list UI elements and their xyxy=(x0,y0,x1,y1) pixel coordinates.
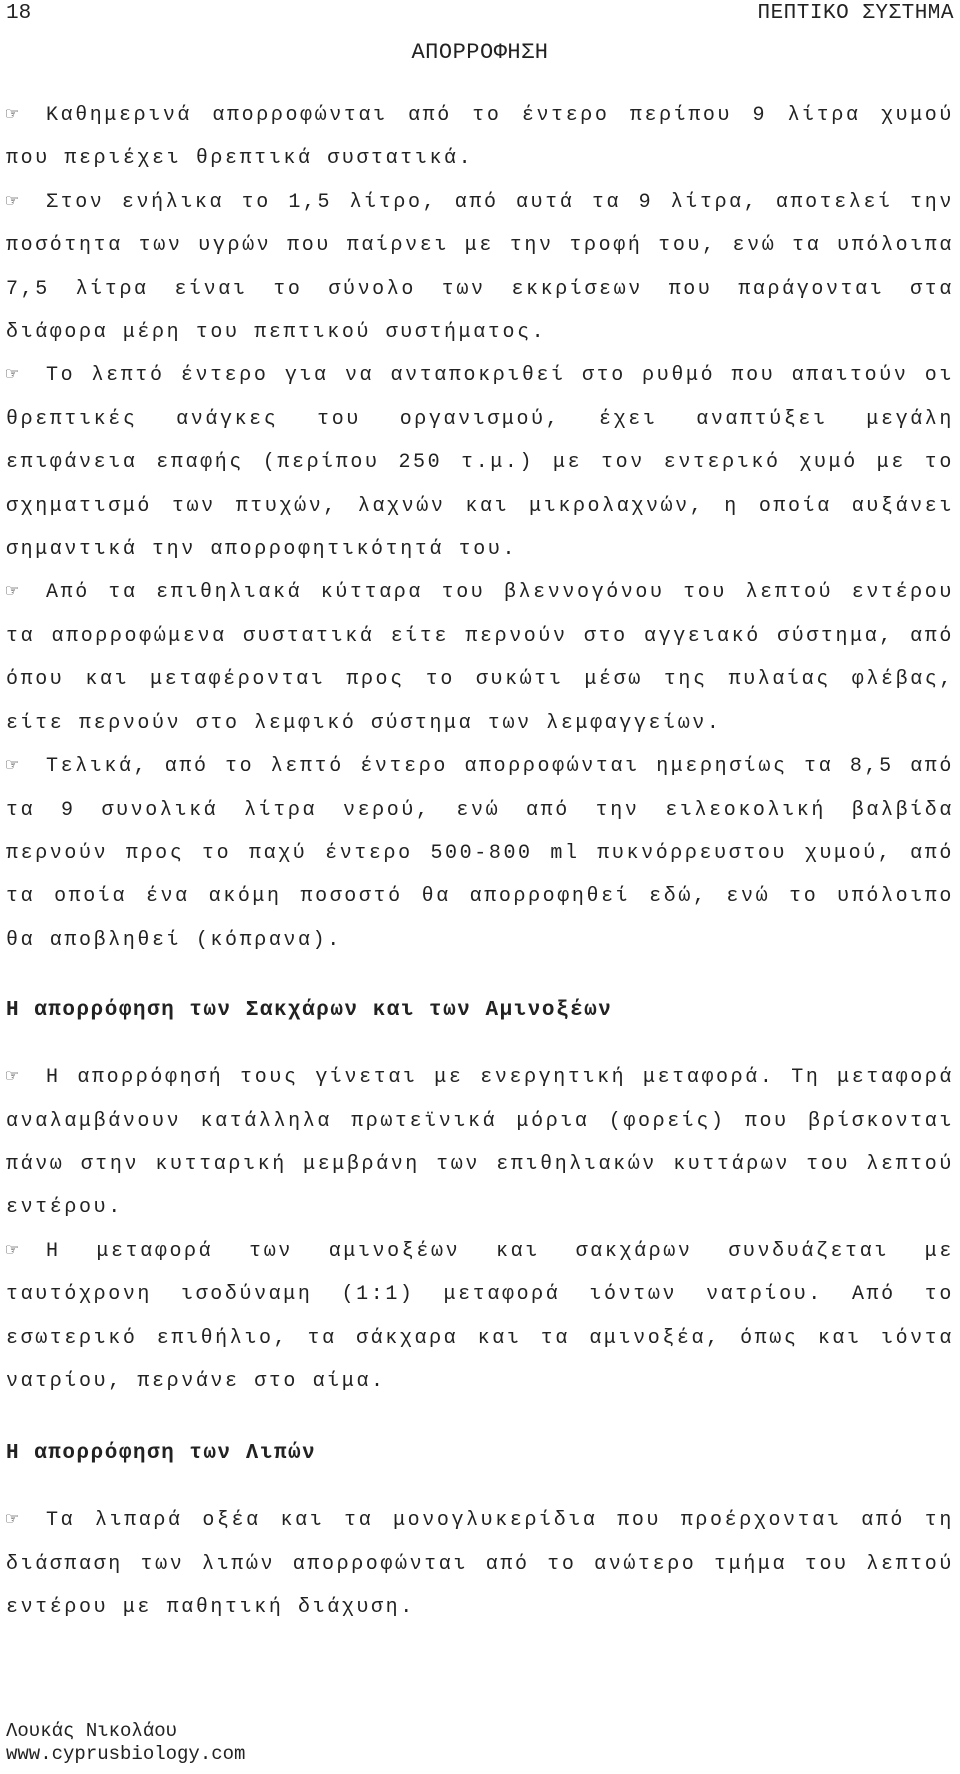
pointing-hand-icon: ☞ xyxy=(6,581,19,605)
paragraph: ☞ Η απορρόφησή τους γίνεται με ενεργητική μεταφορά. Τη μεταφορά αναλαμβάνουν κατάλληλα πρωτεϊνικά μόρια (φορείς) που βρίσκονται πάνω στην κυτταρική μεμβράνη των επιθηλιακών κυττάρων του λεπτού εντέρου. xyxy=(6,1056,954,1230)
running-title: ΠΕΠΤΙΚΟ ΣΥΣΤΗΜΑ xyxy=(757,2,954,25)
paragraph: ☞ Καθημερινά απορροφώνται από το έντερο περίπου 9 λίτρα χυμού που περιέχει θρεπτικά συστατικά. xyxy=(6,94,954,181)
paragraph: ☞ Το λεπτό έντερο για να ανταποκριθεί στο ρυθμό που απαιτούν οι θρεπτικές ανάγκες του οργανισμού, έχει αναπτύξει μεγάλη επιφάνεια επαφής (περίπου 250 τ.μ.) με τον εντερικό χυμό με το σχηματισμό των πτυχών, λαχνών και μικρολαχνών, η οποία αυξάνει σημαντικά την απορροφητικότητά του. xyxy=(6,354,954,571)
pointing-hand-icon: ☞ xyxy=(6,364,19,388)
paragraph: ☞ Τα λιπαρά οξέα και τα μονογλυκερίδια που προέρχονται από τη διάσπαση των λιπών απορροφώνται από το ανώτερο τμήμα του λεπτού εντέρου με παθητική διάχυση. xyxy=(6,1499,954,1629)
page-number: 18 xyxy=(6,2,32,25)
document-body xyxy=(6,94,954,1630)
paragraph: ☞ Από τα επιθηλιακά κύτταρα του βλεννογόνου του λεπτού εντέρου τα απορροφώμενα συστατικά είτε περνούν στο αγγειακό σύστημα, από όπου και μεταφέρονται προς το συκώτι μέσω της πυλαίας φλέβας, είτε περνούν στο λεμφικό σύστημα των λεμφαγγείων. xyxy=(6,571,954,745)
section-title: ΑΠΟΡΡΟΦΗΣΗ xyxy=(411,40,549,65)
pointing-hand-icon: ☞ xyxy=(6,755,19,779)
footer-author: Λουκάς Νικολάου xyxy=(6,1720,178,1742)
pointing-hand-icon: ☞ xyxy=(6,1239,19,1263)
paragraph: ☞ Τελικά, από το λεπτό έντερο απορροφώνται ημερησίως τα 8,5 από τα 9 συνολικά λίτρα νερού, ενώ από την ειλεοκολική βαλβίδα περνούν προς το παχύ έντερο 500-800 ml πυκνόρρευστου χυμού, από τα οποία ένα ακόμη ποσοστό θα απορροφηθεί εδώ, ενώ το υπόλοιπο θα αποβληθεί (κόπρανα). xyxy=(6,745,954,962)
subheading-sugars-amino-acids: Η απορρόφηση των Σακχάρων και των Αμινοξέων xyxy=(6,999,613,1023)
subheading-lipids: Η απορρόφηση των Λιπών xyxy=(6,1442,317,1466)
page-header xyxy=(6,0,954,28)
pointing-hand-icon: ☞ xyxy=(6,104,19,127)
page-footer xyxy=(6,1720,245,1766)
footer-website: www.cyprusbiology.com xyxy=(6,1743,246,1765)
paragraph: ☞ Στον ενήλικα το 1,5 λίτρο, από αυτά τα 9 λίτρα, αποτελεί την ποσότητα των υγρών που παίρνει με την τροφή του, ενώ τα υπόλοιπα 7,5 λίτρα είναι το σύνολο των εκκρίσεων που παράγονται στα διάφορα μέρη του πεπτικού συστήματος. xyxy=(6,181,954,355)
pointing-hand-icon: ☞ xyxy=(6,1509,19,1533)
pointing-hand-icon: ☞ xyxy=(6,190,19,214)
pointing-hand-icon: ☞ xyxy=(6,1066,19,1090)
paragraph: ☞ Η μεταφορά των αμινοξέων και σακχάρων συνδυάζεται με ταυτόχρονη ισοδύναμη (1:1) μεταφορά ιόντων νατρίου. Από το εσωτερικό επιθήλιο, τα σάκχαρα και τα αμινοξέα, όπως και ιόντα νατρίου, περνάνε στο αίμα. xyxy=(6,1230,954,1404)
